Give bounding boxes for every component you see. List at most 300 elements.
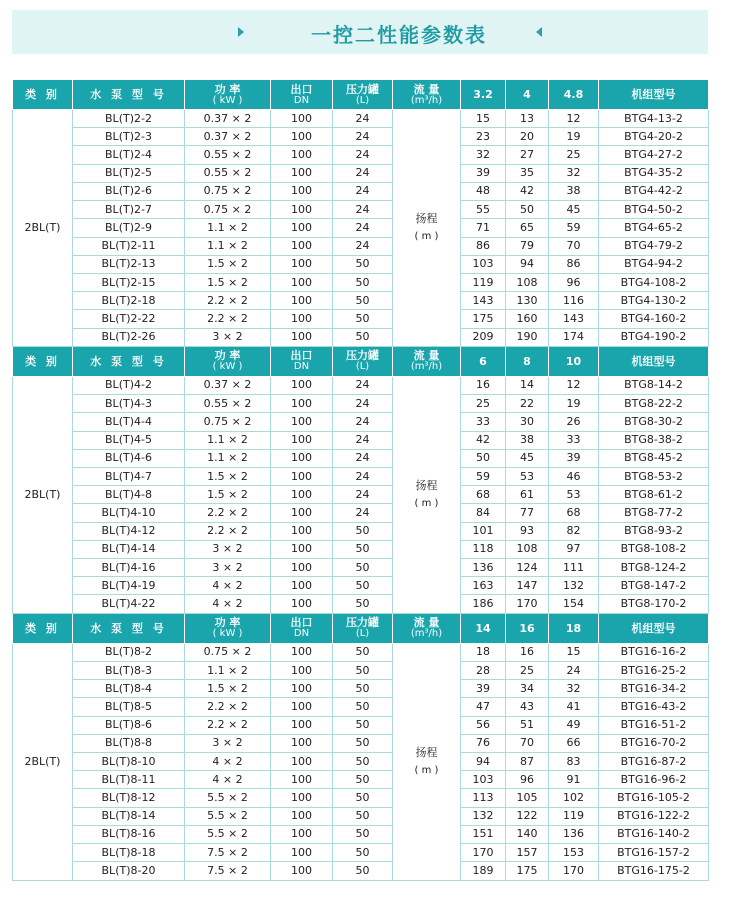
head-value-cell: 86 [549, 255, 599, 273]
head-cell [393, 376, 461, 613]
pump-model-cell: BL(T)8-8 [73, 734, 185, 752]
unit-model-cell: BTG4-50-2 [599, 201, 709, 219]
head-value-cell: 82 [549, 522, 599, 540]
head-value-cell: 61 [506, 486, 549, 504]
table-row [13, 310, 709, 328]
head-value-cell: 22 [506, 395, 549, 413]
power-cell: 2.2 × 2 [185, 716, 271, 734]
header-power-label: 功 率 [214, 616, 241, 630]
tank-cell: 50 [333, 789, 393, 807]
head-value-cell: 47 [461, 698, 506, 716]
unit-model-cell: BTG4-190-2 [599, 328, 709, 346]
head-value-cell: 163 [461, 577, 506, 595]
head-value-cell: 91 [549, 771, 599, 789]
head-value-cell: 143 [549, 310, 599, 328]
head-value-cell: 39 [549, 449, 599, 467]
head-value-cell: 68 [549, 504, 599, 522]
outlet-cell: 100 [271, 292, 333, 310]
head-value-cell: 143 [461, 292, 506, 310]
header-category: 类 别 [13, 613, 73, 643]
tank-cell: 50 [333, 292, 393, 310]
tank-cell: 24 [333, 110, 393, 128]
unit-model-cell: BTG4-130-2 [599, 292, 709, 310]
unit-model-cell: BTG8-30-2 [599, 413, 709, 431]
table-row [13, 219, 709, 237]
header-pump-model: 水 泵 型 号 [73, 80, 185, 110]
head-value-cell: 103 [461, 771, 506, 789]
power-cell: 1.5 × 2 [185, 273, 271, 291]
tank-cell: 24 [333, 146, 393, 164]
header-flow-value: 4.8 [549, 80, 599, 110]
pump-model-cell: BL(T)2-26 [73, 328, 185, 346]
head-value-cell: 45 [506, 449, 549, 467]
head-value-cell: 136 [461, 559, 506, 577]
unit-model-cell: BTG16-34-2 [599, 680, 709, 698]
power-cell: 2.2 × 2 [185, 504, 271, 522]
head-value-cell: 32 [549, 164, 599, 182]
category-cell: 2BL(T) [13, 110, 73, 347]
head-value-cell: 24 [549, 661, 599, 679]
tank-cell: 24 [333, 182, 393, 200]
head-value-cell: 41 [549, 698, 599, 716]
tank-cell: 50 [333, 753, 393, 771]
header-tank-label: 压力罐 [346, 616, 379, 630]
head-value-cell: 86 [461, 237, 506, 255]
pump-model-cell: BL(T)4-5 [73, 431, 185, 449]
power-cell: 0.75 × 2 [185, 201, 271, 219]
outlet-cell: 100 [271, 862, 333, 880]
page-title: 一控二性能参数表 [311, 23, 487, 47]
head-value-cell: 175 [506, 862, 549, 880]
tank-cell: 50 [333, 559, 393, 577]
head-value-cell: 20 [506, 128, 549, 146]
unit-model-cell: BTG8-124-2 [599, 559, 709, 577]
table-row [13, 504, 709, 522]
pump-model-cell: BL(T)8-18 [73, 844, 185, 862]
unit-model-cell: BTG8-38-2 [599, 431, 709, 449]
pump-model-cell: BL(T)2-22 [73, 310, 185, 328]
table-row [13, 844, 709, 862]
head-value-cell: 186 [461, 595, 506, 613]
unit-model-cell: BTG16-16-2 [599, 643, 709, 661]
head-value-cell: 16 [506, 643, 549, 661]
table-row [13, 734, 709, 752]
pump-model-cell: BL(T)8-3 [73, 661, 185, 679]
power-cell: 0.37 × 2 [185, 110, 271, 128]
header-flow [393, 613, 461, 643]
head-value-cell: 108 [506, 273, 549, 291]
head-value-cell: 39 [461, 164, 506, 182]
head-value-cell: 66 [549, 734, 599, 752]
pump-model-cell: BL(T)2-13 [73, 255, 185, 273]
tank-cell: 24 [333, 219, 393, 237]
power-cell: 7.5 × 2 [185, 844, 271, 862]
table-row [13, 413, 709, 431]
table-row [13, 273, 709, 291]
head-value-cell: 12 [549, 110, 599, 128]
pump-model-cell: BL(T)8-6 [73, 716, 185, 734]
head-value-cell: 124 [506, 559, 549, 577]
head-value-cell: 25 [549, 146, 599, 164]
outlet-cell: 100 [271, 128, 333, 146]
table-row [13, 698, 709, 716]
table-row [13, 807, 709, 825]
head-value-cell: 97 [549, 540, 599, 558]
left-arrow-icon [536, 27, 542, 37]
head-value-cell: 51 [506, 716, 549, 734]
unit-model-cell: BTG16-122-2 [599, 807, 709, 825]
head-value-cell: 103 [461, 255, 506, 273]
head-value-cell: 34 [506, 680, 549, 698]
tank-cell: 50 [333, 862, 393, 880]
table-row [13, 771, 709, 789]
power-cell: 0.55 × 2 [185, 164, 271, 182]
head-value-cell: 39 [461, 680, 506, 698]
tank-cell: 50 [333, 328, 393, 346]
pump-model-cell: BL(T)8-14 [73, 807, 185, 825]
power-cell: 2.2 × 2 [185, 310, 271, 328]
outlet-cell: 100 [271, 255, 333, 273]
head-value-cell: 42 [506, 182, 549, 200]
tank-cell: 50 [333, 310, 393, 328]
outlet-cell: 100 [271, 395, 333, 413]
pump-model-cell: BL(T)4-10 [73, 504, 185, 522]
header-flow-value: 4 [506, 80, 549, 110]
head-value-cell: 132 [461, 807, 506, 825]
power-cell: 0.55 × 2 [185, 395, 271, 413]
header-row [13, 346, 709, 376]
pump-model-cell: BL(T)2-5 [73, 164, 185, 182]
power-cell: 1.5 × 2 [185, 486, 271, 504]
unit-model-cell: BTG4-79-2 [599, 237, 709, 255]
unit-model-cell: BTG4-94-2 [599, 255, 709, 273]
head-value-cell: 209 [461, 328, 506, 346]
power-cell: 1.1 × 2 [185, 237, 271, 255]
outlet-cell: 100 [271, 182, 333, 200]
tank-cell: 24 [333, 449, 393, 467]
tank-cell: 24 [333, 486, 393, 504]
head-value-cell: 122 [506, 807, 549, 825]
outlet-cell: 100 [271, 716, 333, 734]
tank-cell: 50 [333, 577, 393, 595]
tank-cell: 24 [333, 237, 393, 255]
head-value-cell: 189 [461, 862, 506, 880]
head-value-cell: 25 [506, 661, 549, 679]
head-cell [393, 110, 461, 347]
head-label: 扬程 [415, 211, 438, 225]
table-row [13, 292, 709, 310]
head-value-cell: 70 [506, 734, 549, 752]
header-row [13, 80, 709, 110]
outlet-cell: 100 [271, 273, 333, 291]
power-cell: 4 × 2 [185, 595, 271, 613]
unit-model-cell: BTG4-108-2 [599, 273, 709, 291]
head-value-cell: 55 [461, 201, 506, 219]
header-flow-unit: (m³/h) [410, 94, 443, 106]
table-row [13, 595, 709, 613]
head-value-cell: 96 [506, 771, 549, 789]
outlet-cell: 100 [271, 164, 333, 182]
head-value-cell: 27 [506, 146, 549, 164]
pump-model-cell: BL(T)2-7 [73, 201, 185, 219]
tank-cell: 24 [333, 504, 393, 522]
header-power [185, 80, 271, 110]
head-value-cell: 35 [506, 164, 549, 182]
power-cell: 0.75 × 2 [185, 413, 271, 431]
header-power-label: 功 率 [214, 349, 241, 363]
power-cell: 0.75 × 2 [185, 643, 271, 661]
outlet-cell: 100 [271, 661, 333, 679]
head-value-cell: 25 [461, 395, 506, 413]
head-value-cell: 43 [506, 698, 549, 716]
head-value-cell: 84 [461, 504, 506, 522]
head-value-cell: 53 [549, 486, 599, 504]
unit-model-cell: BTG16-51-2 [599, 716, 709, 734]
head-value-cell: 16 [461, 376, 506, 394]
pump-model-cell: BL(T)4-8 [73, 486, 185, 504]
outlet-cell: 100 [271, 449, 333, 467]
head-value-cell: 53 [506, 467, 549, 485]
power-cell: 2.2 × 2 [185, 698, 271, 716]
head-value-cell: 140 [506, 825, 549, 843]
outlet-cell: 100 [271, 504, 333, 522]
header-tank-unit: (L) [355, 361, 370, 373]
outlet-cell: 100 [271, 146, 333, 164]
pump-model-cell: BL(T)2-9 [73, 219, 185, 237]
power-cell: 1.5 × 2 [185, 680, 271, 698]
right-arrow-icon [238, 27, 244, 37]
outlet-cell: 100 [271, 577, 333, 595]
table-row [13, 577, 709, 595]
header-tank-label: 压力罐 [346, 349, 379, 363]
head-value-cell: 174 [549, 328, 599, 346]
header-power-label: 功 率 [214, 82, 241, 96]
power-cell: 7.5 × 2 [185, 862, 271, 880]
header-flow-value: 18 [549, 613, 599, 643]
unit-model-cell: BTG16-140-2 [599, 825, 709, 843]
tank-cell: 50 [333, 771, 393, 789]
header-tank-label: 压力罐 [346, 82, 379, 96]
pump-model-cell: BL(T)2-11 [73, 237, 185, 255]
head-value-cell: 113 [461, 789, 506, 807]
power-cell: 0.55 × 2 [185, 146, 271, 164]
head-value-cell: 154 [549, 595, 599, 613]
header-flow-unit: (m³/h) [410, 628, 443, 640]
table-row [13, 680, 709, 698]
head-value-cell: 111 [549, 559, 599, 577]
head-value-cell: 175 [461, 310, 506, 328]
outlet-cell: 100 [271, 219, 333, 237]
header-unit-model: 机组型号 [599, 80, 709, 110]
header-unit-model: 机组型号 [599, 346, 709, 376]
table-row [13, 789, 709, 807]
pump-model-cell: BL(T)4-19 [73, 577, 185, 595]
head-value-cell: 23 [461, 128, 506, 146]
tank-cell: 50 [333, 844, 393, 862]
tank-cell: 24 [333, 164, 393, 182]
header-flow-value: 16 [506, 613, 549, 643]
head-value-cell: 50 [461, 449, 506, 467]
header-row [13, 613, 709, 643]
unit-model-cell: BTG16-25-2 [599, 661, 709, 679]
head-unit: ( m ) [414, 497, 439, 509]
unit-model-cell: BTG16-87-2 [599, 753, 709, 771]
pump-model-cell: BL(T)4-7 [73, 467, 185, 485]
tank-cell: 50 [333, 661, 393, 679]
table-row [13, 110, 709, 128]
power-cell: 3 × 2 [185, 328, 271, 346]
pump-model-cell: BL(T)8-12 [73, 789, 185, 807]
head-unit: ( m ) [414, 230, 439, 242]
header-flow-unit: (m³/h) [410, 361, 443, 373]
unit-model-cell: BTG8-108-2 [599, 540, 709, 558]
tank-cell: 50 [333, 734, 393, 752]
head-value-cell: 12 [549, 376, 599, 394]
head-label: 扬程 [415, 745, 438, 759]
head-value-cell: 13 [506, 110, 549, 128]
outlet-cell: 100 [271, 734, 333, 752]
head-value-cell: 170 [506, 595, 549, 613]
unit-model-cell: BTG8-93-2 [599, 522, 709, 540]
power-cell: 1.1 × 2 [185, 219, 271, 237]
head-value-cell: 83 [549, 753, 599, 771]
head-value-cell: 108 [506, 540, 549, 558]
head-value-cell: 101 [461, 522, 506, 540]
head-value-cell: 65 [506, 219, 549, 237]
unit-model-cell: BTG4-35-2 [599, 164, 709, 182]
tank-cell: 50 [333, 273, 393, 291]
header-flow-value: 6 [461, 346, 506, 376]
head-value-cell: 136 [549, 825, 599, 843]
header-tank [333, 80, 393, 110]
pump-model-cell: BL(T)2-15 [73, 273, 185, 291]
outlet-cell: 100 [271, 201, 333, 219]
header-outlet-unit: DN [293, 628, 310, 640]
power-cell: 4 × 2 [185, 577, 271, 595]
head-value-cell: 14 [506, 376, 549, 394]
header-flow-label: 流 量 [413, 82, 440, 96]
outlet-cell: 100 [271, 789, 333, 807]
unit-model-cell: BTG4-65-2 [599, 219, 709, 237]
head-value-cell: 94 [461, 753, 506, 771]
head-value-cell: 48 [461, 182, 506, 200]
head-unit: ( m ) [414, 764, 439, 776]
head-value-cell: 38 [506, 431, 549, 449]
header-flow-value: 10 [549, 346, 599, 376]
outlet-cell: 100 [271, 522, 333, 540]
header-category: 类 别 [13, 80, 73, 110]
header-flow [393, 346, 461, 376]
table-row [13, 753, 709, 771]
unit-model-cell: BTG8-77-2 [599, 504, 709, 522]
pump-model-cell: BL(T)2-2 [73, 110, 185, 128]
header-tank-unit: (L) [355, 94, 370, 106]
outlet-cell: 100 [271, 698, 333, 716]
tank-cell: 24 [333, 467, 393, 485]
unit-model-cell: BTG16-96-2 [599, 771, 709, 789]
table-row [13, 540, 709, 558]
table-row [13, 237, 709, 255]
header-tank [333, 613, 393, 643]
head-value-cell: 26 [549, 413, 599, 431]
pump-model-cell: BL(T)8-4 [73, 680, 185, 698]
header-outlet-unit: DN [293, 94, 310, 106]
pump-model-cell: BL(T)4-16 [73, 559, 185, 577]
header-category: 类 别 [13, 346, 73, 376]
pump-model-cell: BL(T)4-22 [73, 595, 185, 613]
pump-model-cell: BL(T)4-3 [73, 395, 185, 413]
unit-model-cell: BTG8-45-2 [599, 449, 709, 467]
header-outlet-label: 出口 [290, 82, 313, 96]
unit-model-cell: BTG8-170-2 [599, 595, 709, 613]
unit-model-cell: BTG8-22-2 [599, 395, 709, 413]
performance-table [12, 79, 709, 881]
table-row [13, 201, 709, 219]
tank-cell: 50 [333, 595, 393, 613]
pump-model-cell: BL(T)4-14 [73, 540, 185, 558]
table-row [13, 146, 709, 164]
power-cell: 0.37 × 2 [185, 376, 271, 394]
unit-model-cell: BTG16-105-2 [599, 789, 709, 807]
header-pump-model: 水 泵 型 号 [73, 346, 185, 376]
pump-model-cell: BL(T)2-4 [73, 146, 185, 164]
category-cell: 2BL(T) [13, 376, 73, 613]
table-row [13, 255, 709, 273]
table-row [13, 467, 709, 485]
table-row [13, 559, 709, 577]
power-cell: 2.2 × 2 [185, 522, 271, 540]
header-flow [393, 80, 461, 110]
head-value-cell: 15 [549, 643, 599, 661]
pump-model-cell: BL(T)8-2 [73, 643, 185, 661]
head-value-cell: 33 [461, 413, 506, 431]
outlet-cell: 100 [271, 431, 333, 449]
tank-cell: 50 [333, 680, 393, 698]
table-row [13, 164, 709, 182]
power-cell: 5.5 × 2 [185, 807, 271, 825]
header-pump-model: 水 泵 型 号 [73, 613, 185, 643]
table-row [13, 643, 709, 661]
head-value-cell: 28 [461, 661, 506, 679]
power-cell: 3 × 2 [185, 734, 271, 752]
header-power-unit: ( kW ) [212, 628, 243, 640]
head-value-cell: 15 [461, 110, 506, 128]
unit-model-cell: BTG16-43-2 [599, 698, 709, 716]
header-outlet-unit: DN [293, 361, 310, 373]
head-value-cell: 102 [549, 789, 599, 807]
head-value-cell: 157 [506, 844, 549, 862]
header-power [185, 613, 271, 643]
power-cell: 1.5 × 2 [185, 255, 271, 273]
head-value-cell: 45 [549, 201, 599, 219]
tank-cell: 50 [333, 825, 393, 843]
head-value-cell: 147 [506, 577, 549, 595]
pump-model-cell: BL(T)8-16 [73, 825, 185, 843]
pump-model-cell: BL(T)4-2 [73, 376, 185, 394]
outlet-cell: 100 [271, 486, 333, 504]
outlet-cell: 100 [271, 844, 333, 862]
outlet-cell: 100 [271, 540, 333, 558]
head-value-cell: 190 [506, 328, 549, 346]
head-value-cell: 93 [506, 522, 549, 540]
table-row [13, 522, 709, 540]
head-value-cell: 79 [506, 237, 549, 255]
head-value-cell: 153 [549, 844, 599, 862]
table-row [13, 486, 709, 504]
header-flow-label: 流 量 [413, 349, 440, 363]
tank-cell: 50 [333, 643, 393, 661]
head-value-cell: 18 [461, 643, 506, 661]
